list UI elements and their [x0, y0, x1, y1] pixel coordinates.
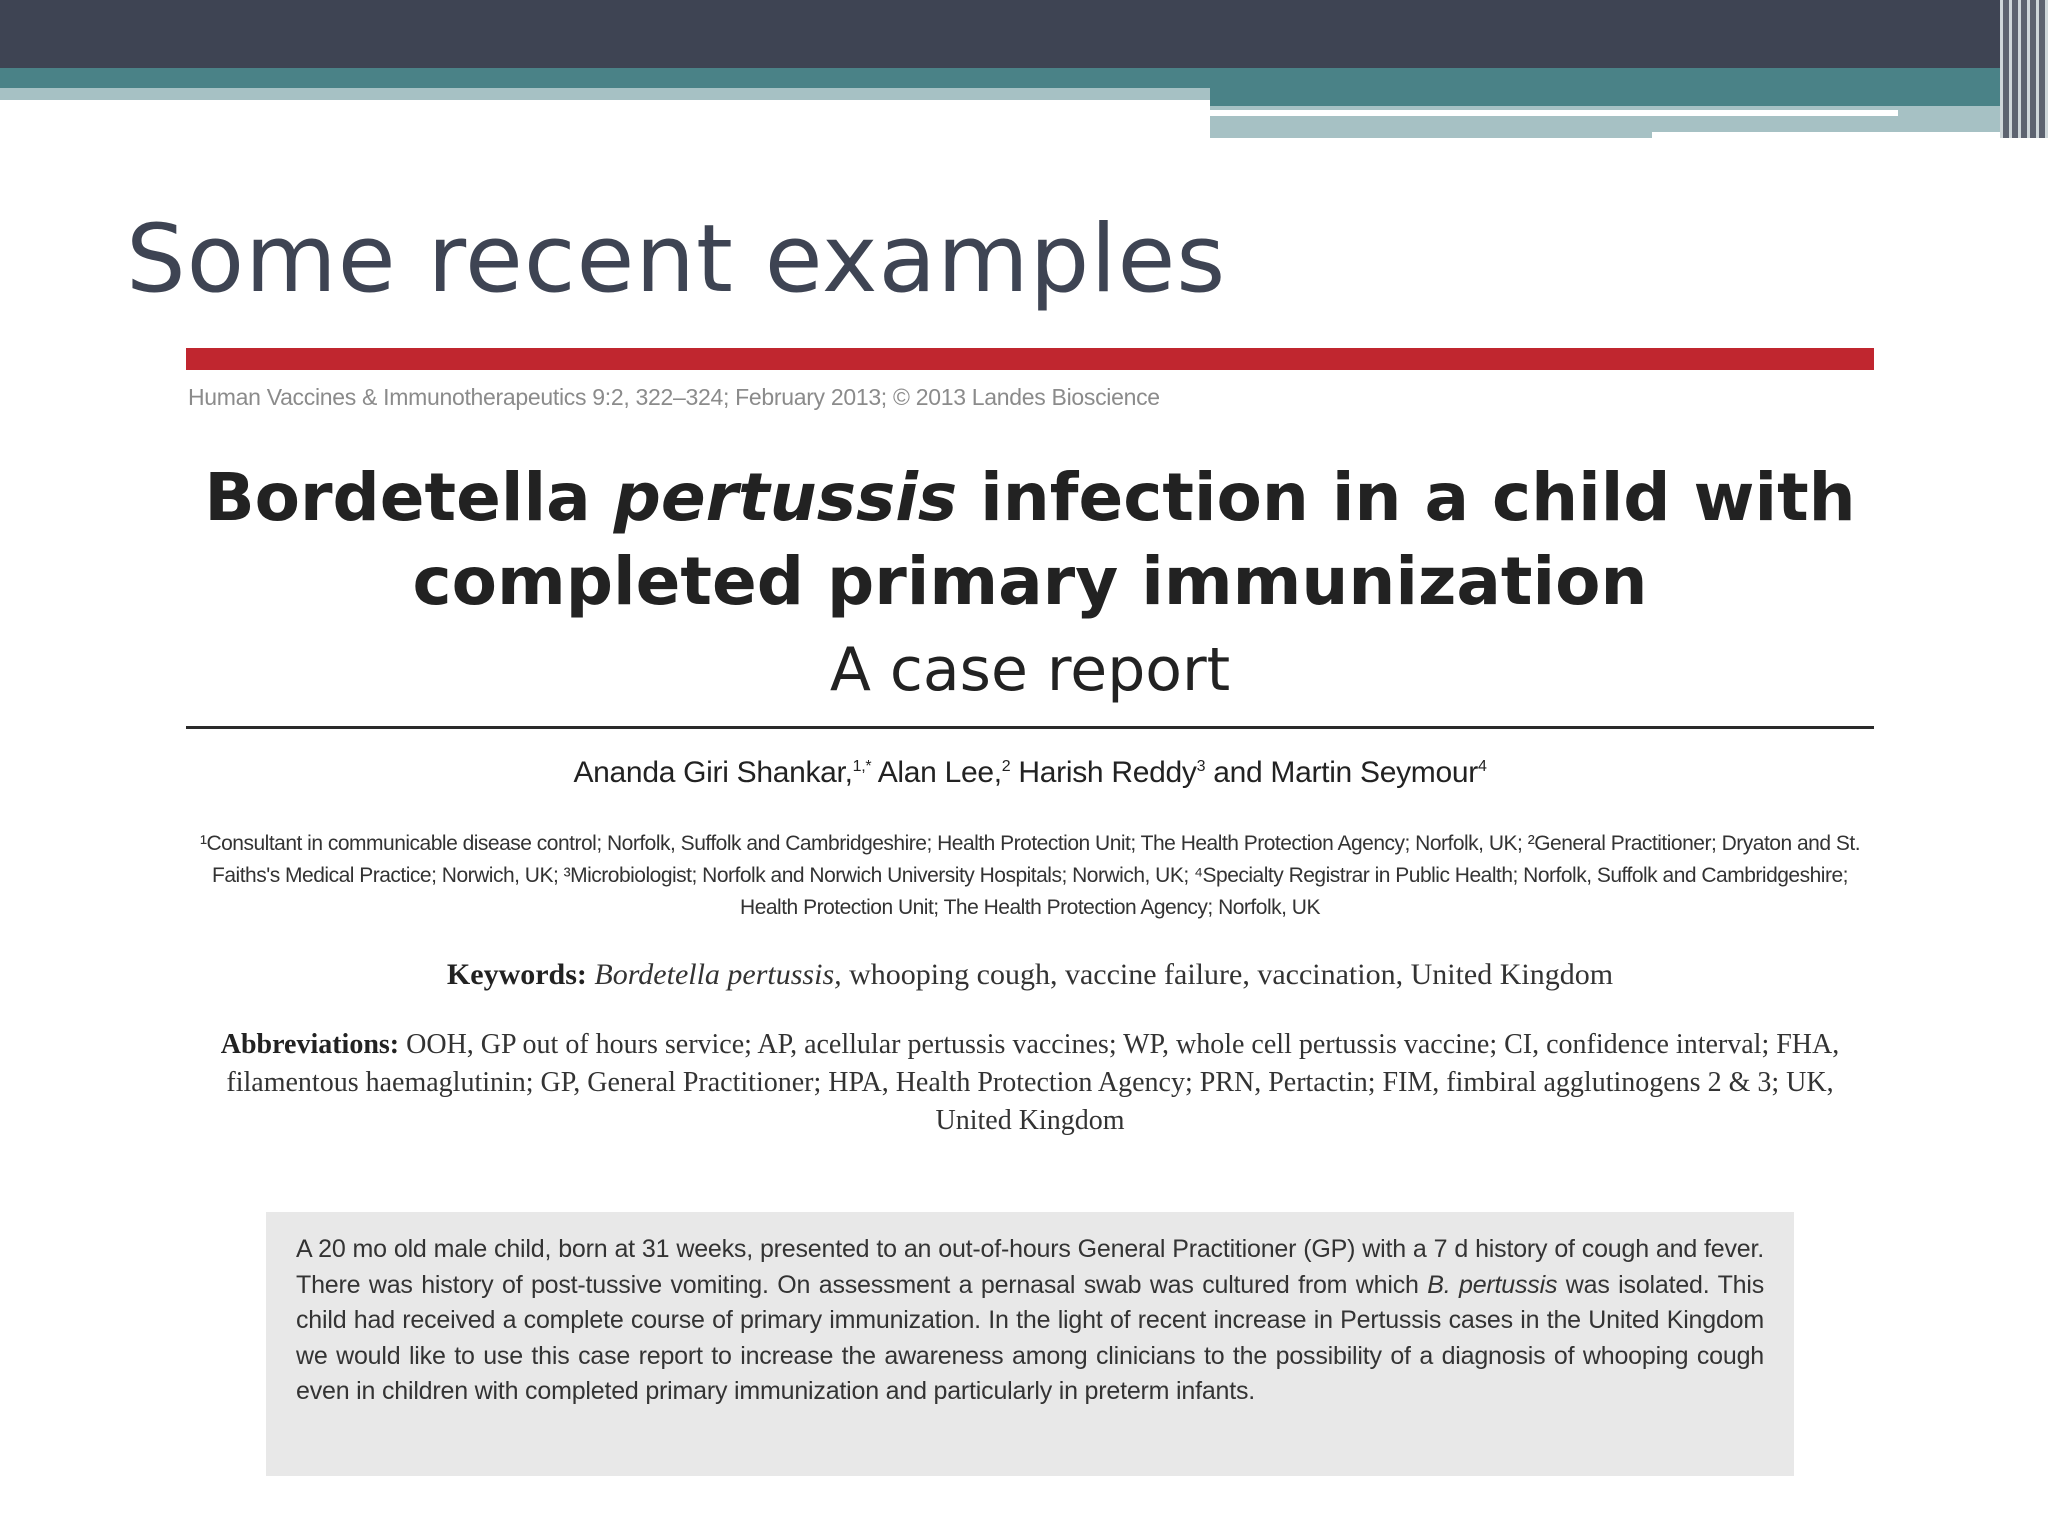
article-title [186, 456, 1874, 624]
slide-divider-block [1652, 132, 2012, 144]
article-image [186, 346, 1874, 1536]
author-4: and Martin Seymour [1205, 756, 1478, 789]
slide-title: Some recent examples [126, 205, 1227, 314]
author-2-affil: 2 [1001, 758, 1011, 775]
journal-citation: Human Vaccines & Immunotherapeutics 9:2, 322–324; February 2013; © 2013 Landes Bioscience [188, 384, 1160, 410]
author-2: Alan Lee, [871, 756, 1002, 789]
slide-teal-band [0, 68, 1210, 88]
abbreviations [206, 1026, 1854, 1140]
author-1-affil: 1,* [852, 758, 872, 775]
author-affiliations: ¹Consultant in communicable disease control; Norfolk, Suffolk and Cambridgeshire; Health Protection Unit; The Health Protection Agency; Norfolk, UK; ²General Practitioner; Dryaton and St. Faiths's Medical Practice; Norwich, UK; ³Microbiologist; Norfolk and Norwich University Hospitals; Norwich, UK; ⁴Specialty Registrar in Public Health; Norfolk, Suffolk and Cambridgeshire; Health Protection Unit; The Health Protection Agency; Norfolk, UK [199, 832, 1861, 919]
journal-red-rule [186, 348, 1874, 370]
abbreviations-label: Abbreviations: [220, 1029, 400, 1060]
author-list [186, 756, 1874, 790]
abstract-part-1: A 20 mo old male child, born at 31 weeks, presented to an out-of-hours General Practitioner (GP) with a 7 d history of cough and fever. There was history of post-tussive vomiting. On assessment a pernasal swab was cultured from which [296, 1235, 1764, 1299]
title-divider [186, 726, 1874, 729]
keywords [186, 958, 1874, 992]
article-subtitle: A case report [829, 635, 1231, 705]
abstract-text [296, 1232, 1764, 1410]
author-4-affil: 4 [1477, 758, 1487, 775]
slide-light-band [0, 88, 1210, 100]
title-italic: pertussis [613, 459, 958, 536]
slide-divider-line [1210, 110, 1898, 116]
author-1: Ananda Giri Shankar, [573, 756, 853, 789]
abstract-part-2: was isolated. This child had received a complete course of primary immunization. In the light of recent increase in Pertussis cases in the United Kingdom we would like to use this case report to increase the awareness among clinicians to the possibility of a diagnosis of whooping cough even in children with completed primary immunization and particularly in preterm infants. [296, 1270, 1765, 1405]
title-part-2: infection in a child with completed primary immunization [412, 459, 1856, 620]
keywords-label: Keywords: [446, 958, 587, 991]
abbreviations-text: OOH, GP out of hours service; AP, acellular pertussis vaccines; WP, whole cell pertussis vaccine; CI, confidence interval; FHA, filamentous haemaglutinin; GP, General Practitioner; HPA, Health Protection Agency; PRN, Pertactin; FIM, fimbiral agglutinogens 2 & 3; UK, United Kingdom [226, 1029, 1840, 1136]
title-part-1: Bordetella [204, 459, 614, 536]
slide-header-bar [0, 0, 2048, 68]
abstract-box [266, 1212, 1794, 1476]
abstract-italic: B. pertussis [1427, 1270, 1558, 1299]
author-3: Harish Reddy [1010, 756, 1197, 789]
slide-right-teal-band [1210, 68, 2010, 106]
author-3-affil: 3 [1196, 758, 1206, 775]
keywords-italic: Bordetella pertussis, [586, 958, 842, 991]
keywords-text: whooping cough, vaccine failure, vaccination, United Kingdom [841, 958, 1614, 991]
slide-corner-stripes [2000, 0, 2048, 138]
